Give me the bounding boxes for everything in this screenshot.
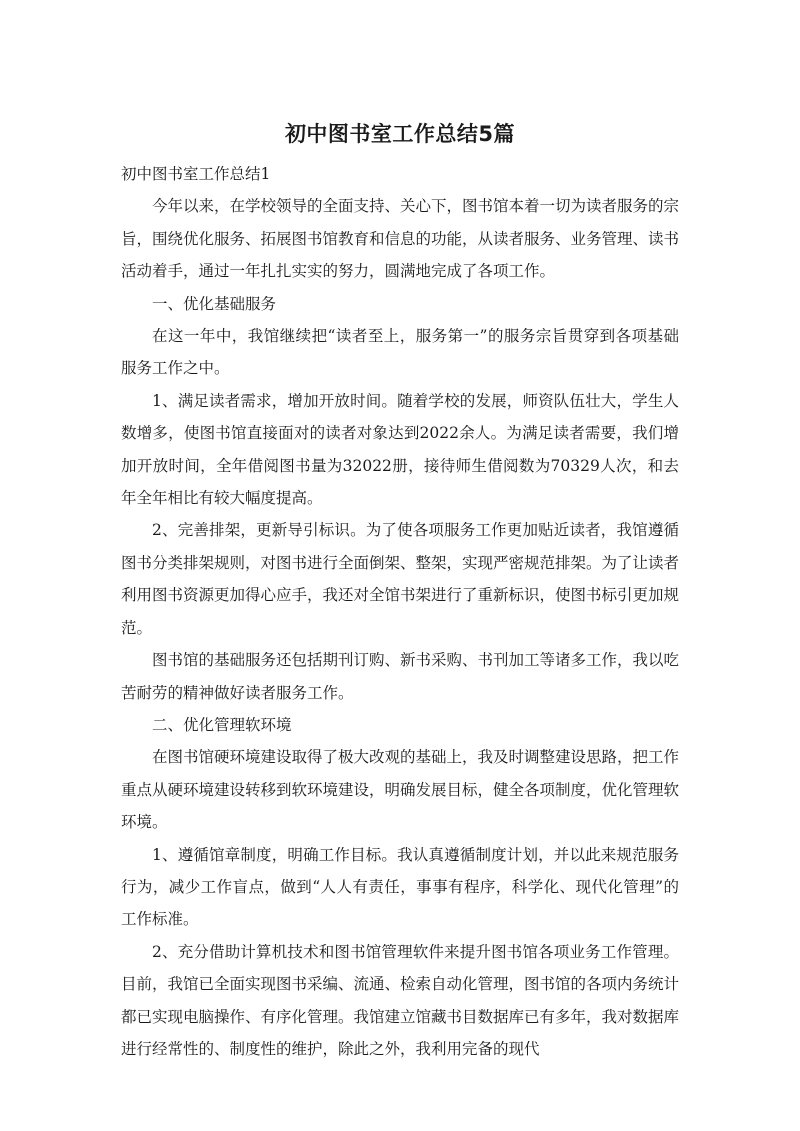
paragraph: 1、满足读者需求，增加开放时间。随着学校的发展，师资队伍壮大，学生人数增多，使图书馆直接面对的读者对象达到2022余人。为满足读者需要，我们增加开放时间，全年借阅图书量为32022册，接待师生借阅数为70329人次，和去年全年相比有较大幅度提高。: [121, 391, 679, 508]
paragraph: 2、完善排架，更新导引标识。为了使各项服务工作更加贴近读者，我馆遵循图书分类排架规则，对图书进行全面倒架、整架，实现严密规范排架。为了让读者利用图书资源更加得心应手，我还对全馆书架进行了重新标识，使图书标引更加规范。: [121, 521, 680, 637]
paragraph-intro: 今年以来，在学校领导的全面支持、关心下，图书馆本着一切为读者服务的宗旨，围绕优化服务、拓展图书馆教育和信息的功能，从读者服务、业务管理、读书活动着手，通过一年扎扎实实的努力，圆满地完成了各项工作。: [121, 197, 680, 281]
paragraph: 图书馆的基础服务还包括期刊订购、新书采购、书刊加工等诸多工作，我以吃苦耐劳的精神做好读者服务工作。: [121, 651, 680, 702]
paragraph: 在这一年中，我馆继续把“读者至上，服务第一”的服务宗旨贯穿到各项基础服务工作之中。: [121, 327, 679, 378]
section-heading-2: 二、优化管理软环境: [152, 715, 292, 734]
paragraph: 在图书馆硬环境建设取得了极大改观的基础上，我及时调整建设思路，把工作重点从硬环境建设转移到软环境建设，明确发展目标，健全各项制度，优化管理软环境。: [121, 748, 680, 832]
paragraph: 1、遵循馆章制度，明确工作目标。我认真遵循制度计划，并以此来规范服务行为，减少工作盲点，做到“人人有责任，事事有程序，科学化、现代化管理”的工作标准。: [121, 845, 679, 929]
document-body: [121, 158, 679, 1065]
section-heading-1: 一、优化基础服务: [152, 294, 277, 313]
document-subtitle: 初中图书室工作总结1: [121, 165, 271, 183]
document-title: 初中图书室工作总结5篇: [284, 122, 516, 146]
paragraph: 2、充分借助计算机技术和图书馆管理软件来提升图书馆各项业务工作管理。目前，我馆已全面实现图书采编、流通、检索自动化管理，图书馆的各项内务统计都已实现电脑操作、有序化管理。我馆建立馆藏书目数据库已有多年，我对数据库进行经常性的、制度性的维护，除此之外，我利用完备的现代: [121, 942, 680, 1058]
